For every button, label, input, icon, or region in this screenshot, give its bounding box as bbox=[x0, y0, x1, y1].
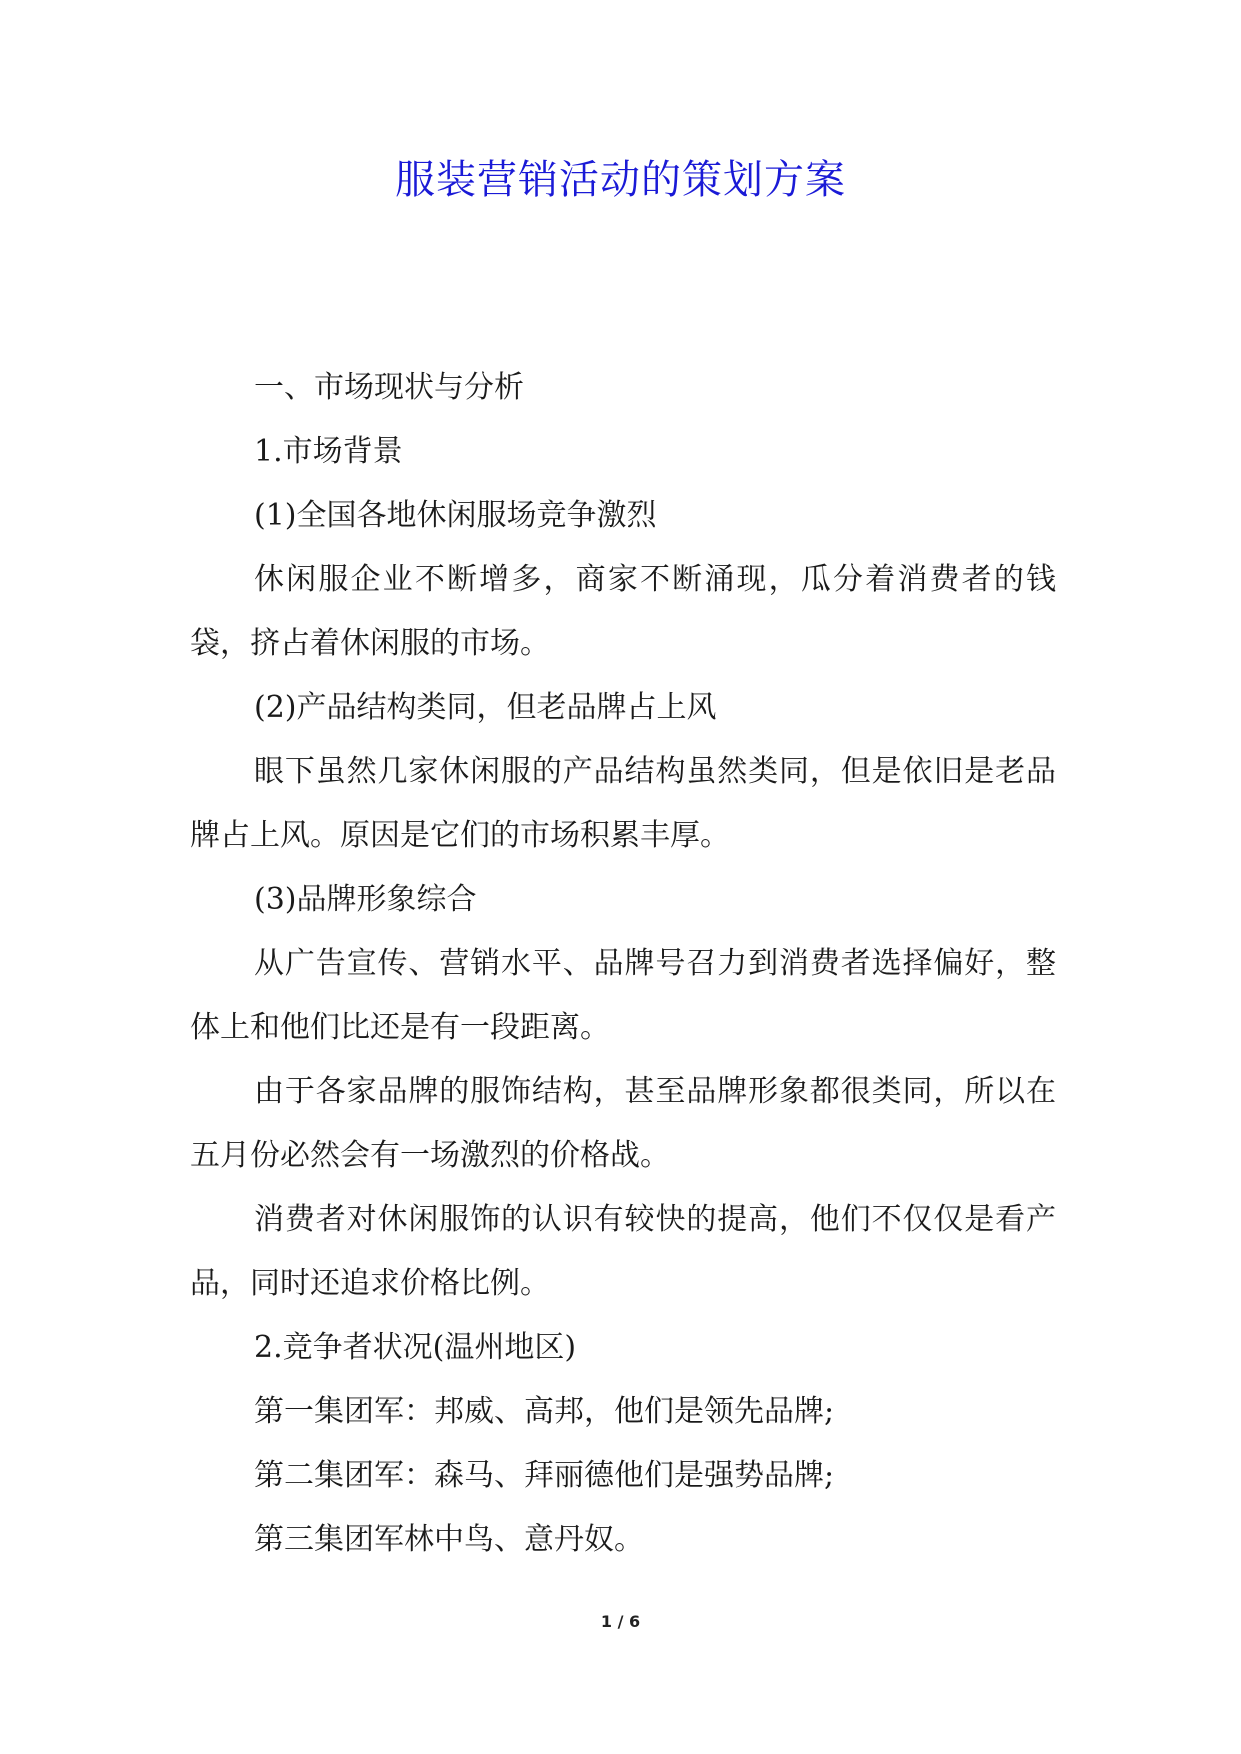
document-body bbox=[190, 356, 1056, 1572]
point-heading: (1)全国各地休闲服场竞争激烈 bbox=[254, 498, 657, 533]
point-heading: (3)品牌形象综合 bbox=[254, 882, 477, 917]
paragraph: 休闲服企业不断增多，商家不断涌现，瓜分着消费者的钱袋，挤占着休闲服的市场。 bbox=[190, 562, 1056, 661]
point-heading: (2)产品结构类同，但老品牌占上风 bbox=[254, 690, 717, 725]
list-item: 第二集团军：森马、拜丽德他们是强势品牌; bbox=[254, 1458, 835, 1493]
document-title: 服装营销活动的策划方案 bbox=[395, 157, 846, 203]
list-item: 第一集团军：邦威、高邦，他们是领先品牌; bbox=[254, 1394, 835, 1429]
paragraph: 消费者对休闲服饰的认识有较快的提高，他们不仅仅是看产品，同时还追求价格比例。 bbox=[190, 1202, 1056, 1301]
paragraph: 眼下虽然几家休闲服的产品结构虽然类同，但是依旧是老品牌占上风。原因是它们的市场积累丰厚。 bbox=[190, 754, 1056, 853]
section-heading: 一、市场现状与分析 bbox=[254, 370, 524, 405]
subsection-heading: 2.竞争者状况(温州地区) bbox=[254, 1330, 577, 1365]
paragraph: 由于各家品牌的服饰结构，甚至品牌形象都很类同，所以在五月份必然会有一场激烈的价格战。 bbox=[190, 1074, 1056, 1173]
list-item: 第三集团军林中鸟、意丹奴。 bbox=[254, 1522, 644, 1557]
page-number: 1 / 6 bbox=[600, 1612, 641, 1631]
subsection-heading: 1.市场背景 bbox=[254, 434, 403, 469]
paragraph: 从广告宣传、营销水平、品牌号召力到消费者选择偏好，整体上和他们比还是有一段距离。 bbox=[190, 946, 1056, 1045]
